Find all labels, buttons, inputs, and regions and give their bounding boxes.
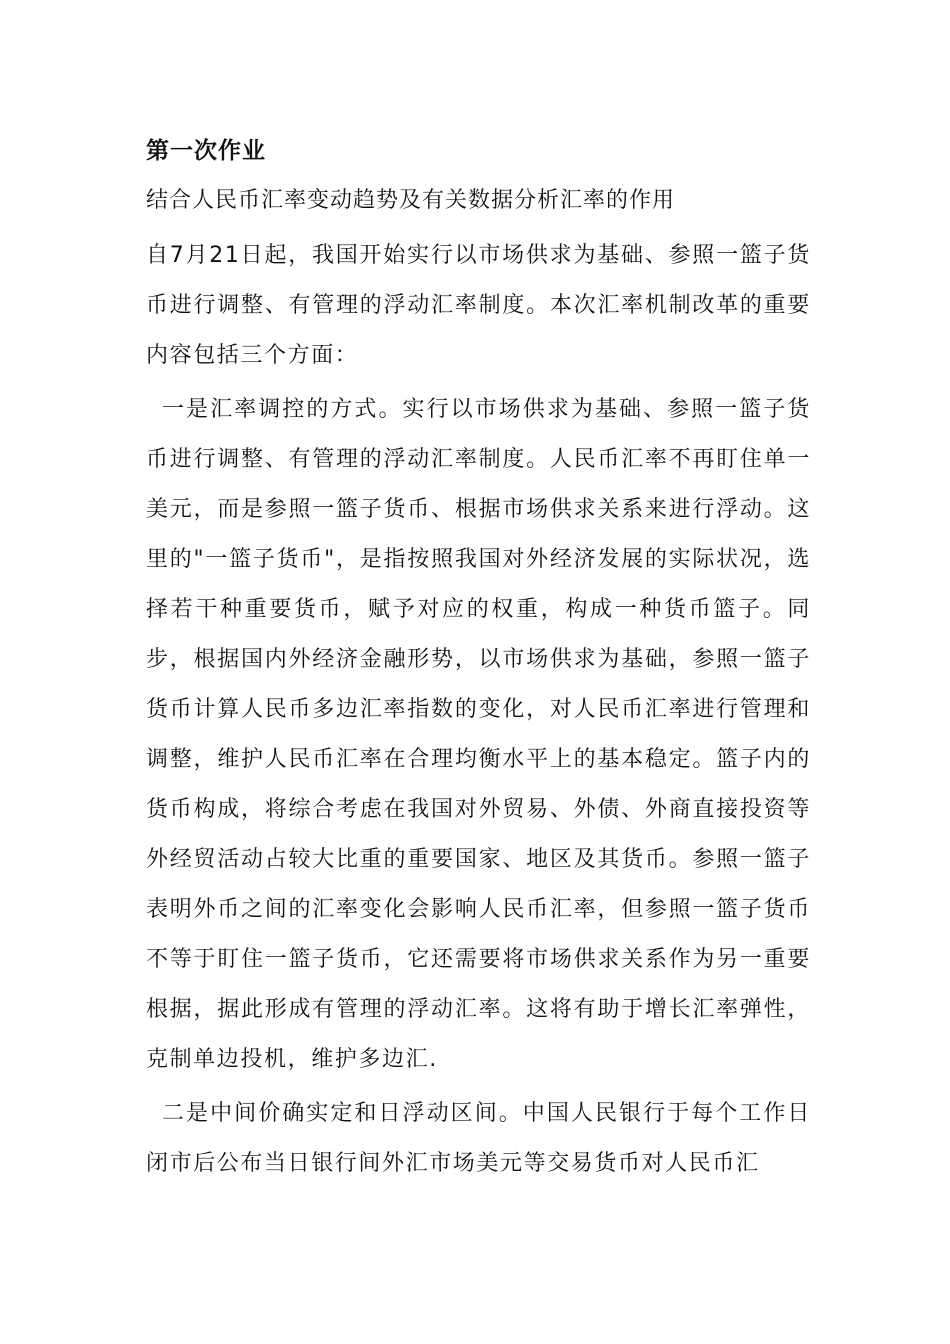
- paragraph-point-two: 二是中间价确实定和日浮动区间。中国人民银行于每个工作日闭市后公布当日银行间外汇市场美元等交易货币对人民币汇: [146, 1101, 811, 1176]
- paragraph-point-one: 一是汇率调控的方式。实行以市场供求为基础、参照一篮子货币进行调整、有管理的浮动汇率制度。人民币汇率不再盯住单一美元，而是参照一篮子货币、根据市场供求关系来进行浮动。这里的"一篮子货币"，是指按照我国对外经济发展的实际状况，选择若干种重要货币，赋予对应的权重，构成一种货币篮子。同步，根据国内外经济金融形势，以市场供求为基础，参照一篮子货币计算人民币多边汇率指数的变化，对人民币汇率进行管理和调整，维护人民币汇率在合理均衡水平上的基本稳定。篮子内的货币构成，将综合考虑在我国对外贸易、外债、外商直接投资等外经贸活动占较大比重的重要国家、地区及其货币。参照一篮子表明外币之间的汇率变化会影响人民币汇率，但参照一篮子货币不等于盯住一篮子货币，它还需要将市场供求关系作为另一重要根据，据此形成有管理的浮动汇率。这将有助于增长汇率弹性，克制单边投机，维护多边汇.: [146, 397, 811, 1072]
- document-subtitle: 结合人民币汇率变动趋势及有关数据分析汇率的作用: [146, 188, 676, 213]
- document-title: 第一次作业: [146, 138, 266, 164]
- document-body: [146, 131, 811, 1193]
- paragraph-intro: 自7月21日起，我国开始实行以市场供求为基础、参照一篮子货币进行调整、有管理的浮动汇率制度。本次汇率机制改革的重要内容包括三个方面：: [146, 243, 811, 368]
